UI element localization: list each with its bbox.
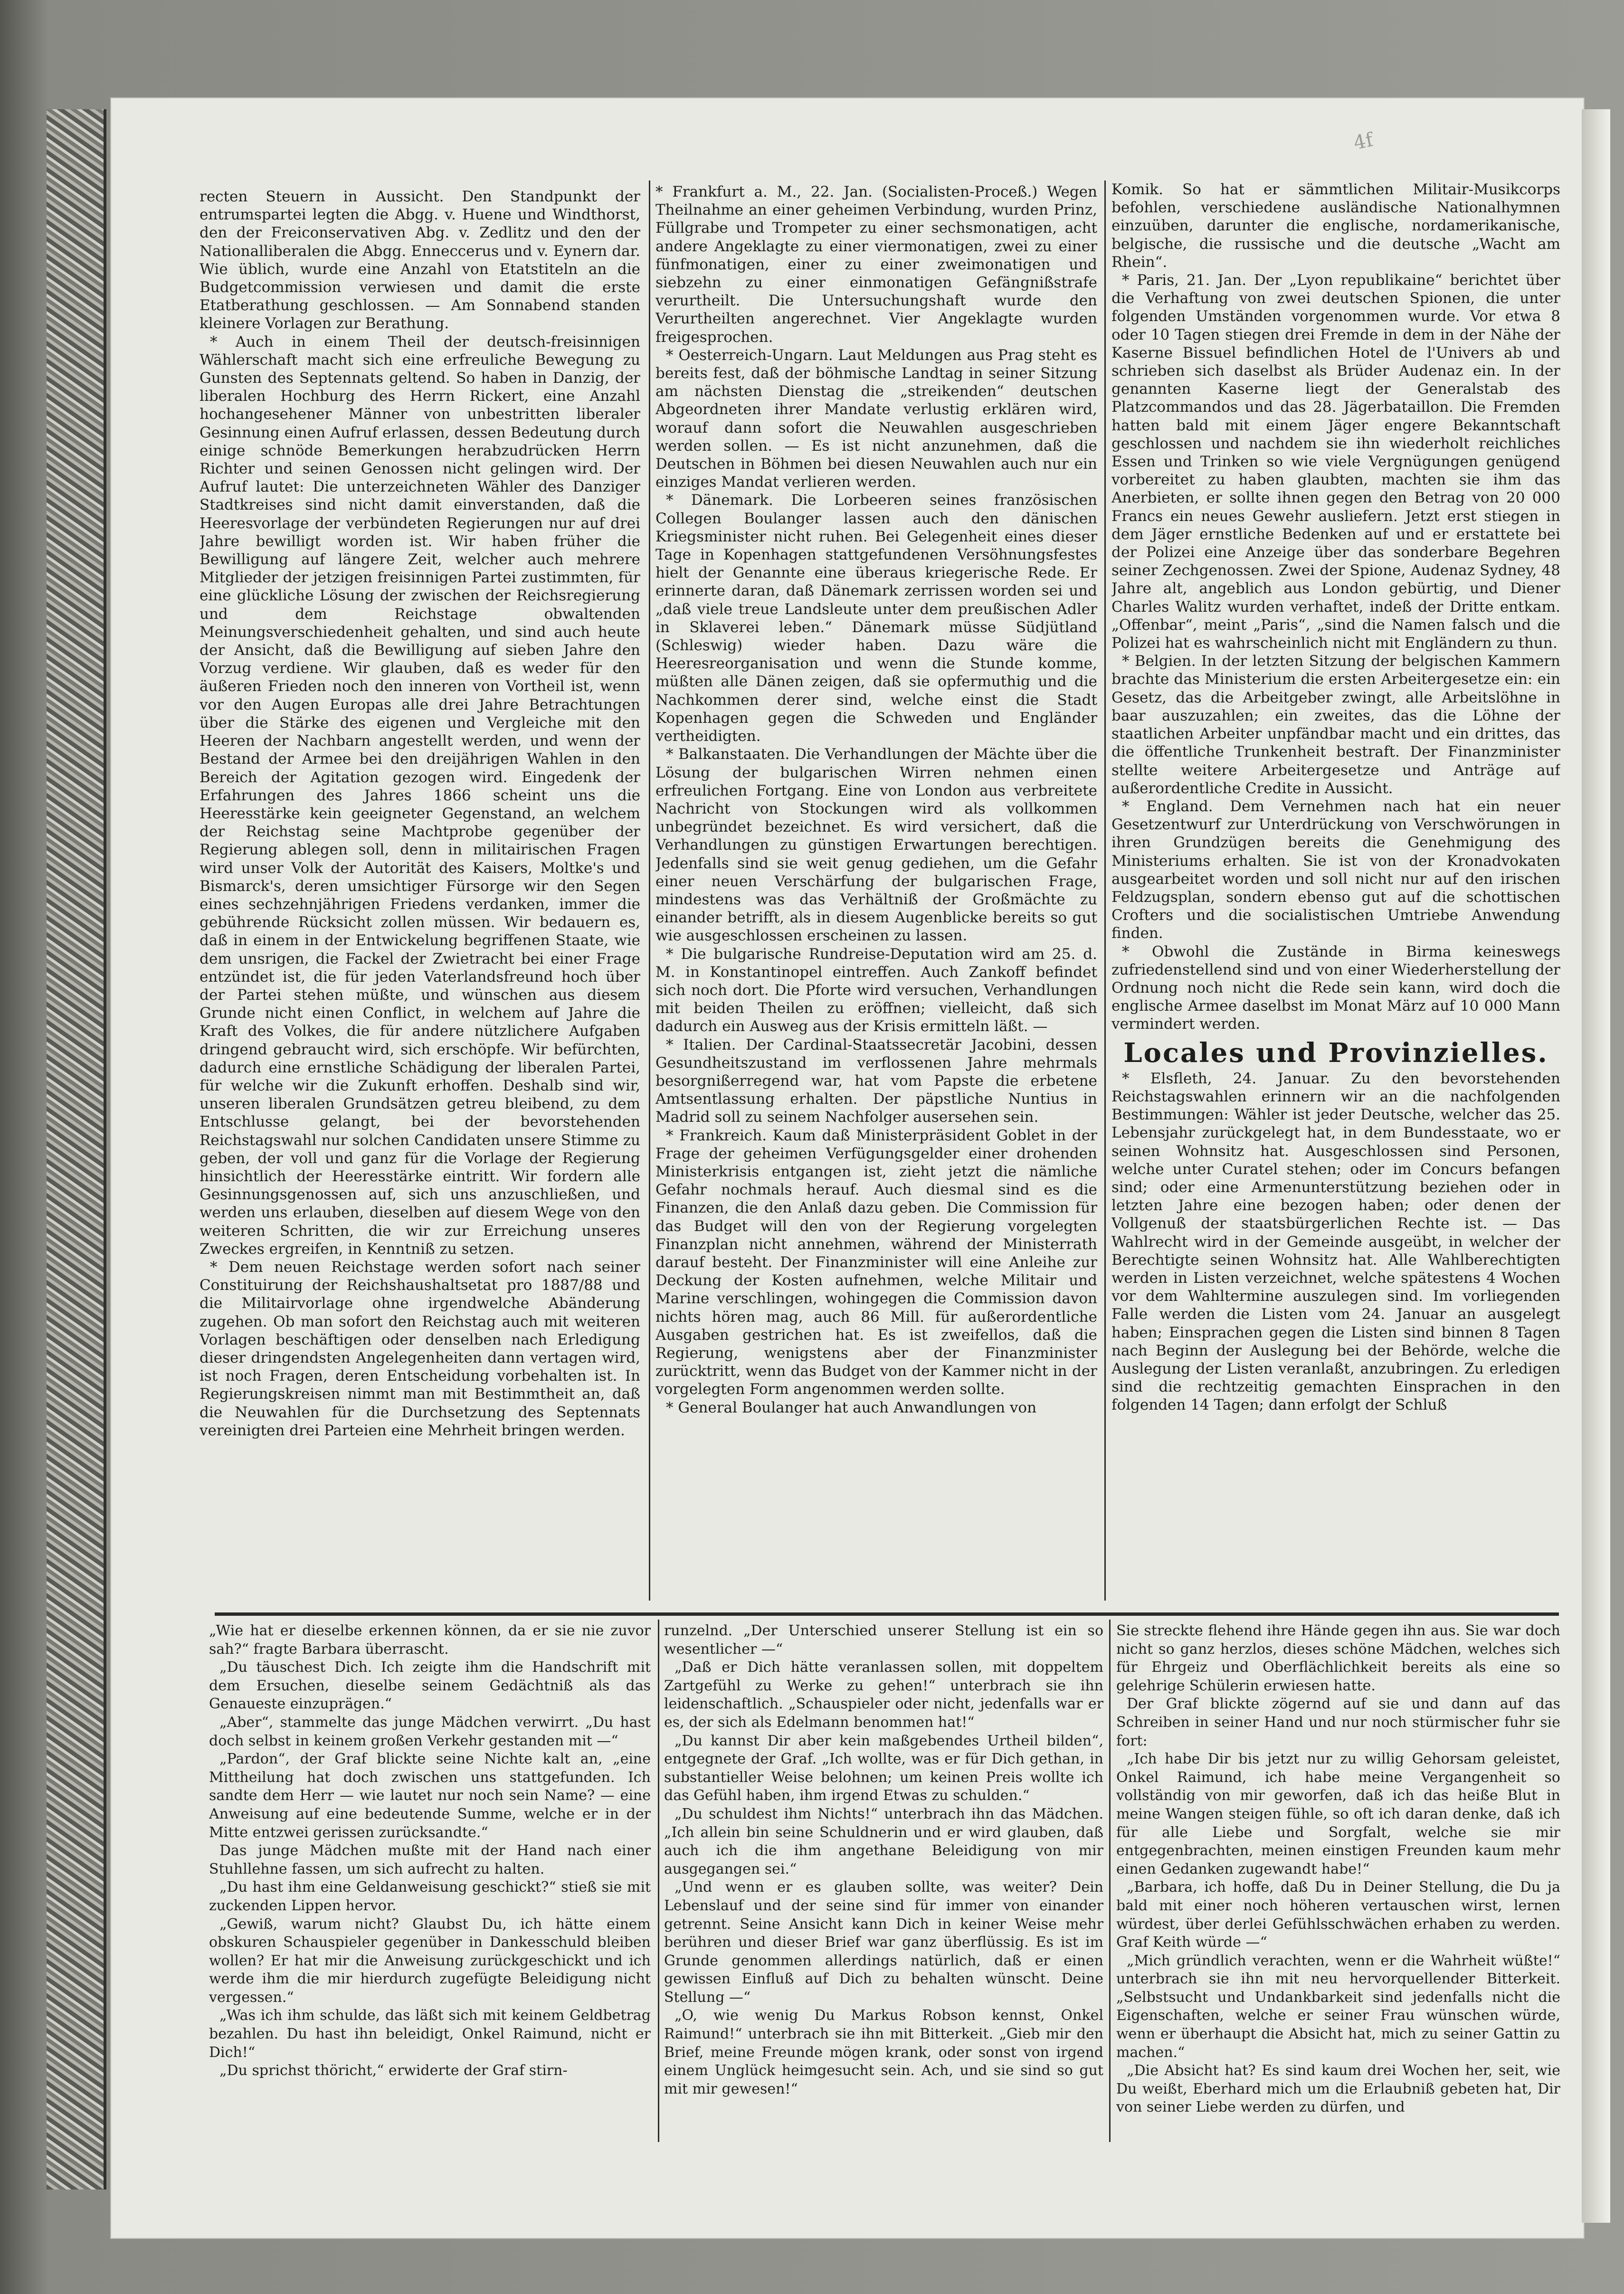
text-paragraph: „Wie hat er dieselbe erkennen können, da er sie nie zuvor sah?“ fragte Barbara überrascht. — [209, 1622, 651, 1658]
text-paragraph: Der Graf blickte zögernd auf sie und dann auf das Schreiben in seiner Hand und nur noch stürmischer fuhr sie fort: — [1116, 1696, 1560, 1749]
marbled-book-edge — [47, 109, 106, 2190]
text-paragraph: „Aber“, stammelte das junge Mädchen verwirrt. „Du hast doch selbst in keinem großen Verkehr gestanden mit —“ — [209, 1714, 651, 1749]
text-paragraph: „Was ich ihm schulde, das läßt sich mit keinem Geldbetrag bezahlen. Du hast ihn beleidigt, Onkel Raimund, nicht er Dich!“ — [209, 2007, 651, 2061]
text-paragraph: * Italien. Der Cardinal-Staatssecretär Jacobini, dessen Gesundheitszustand im verflossenen Jahre mehrmals besorgnißerregend war, hat vom Papste die erbetene Amtsentlassung erhalten. Der päpstliche Nuntius in Madrid soll zu seinem Nachfolger ausersehen sein. — [655, 1036, 1097, 1126]
text-paragraph: * Elsfleth, 24. Januar. Zu den bevorstehenden Reichstagswahlen erinnern wir an die nachfolgenden Bestimmungen: Wähler ist jeder Deutsche, welcher das 25. Lebensjahr zurückgelegt hat, in dem Bundesstaate, wo er seinen Wohnsitz hat. Ausgeschlossen sind Personen, welche unter Curatel stehen; oder im Concurs befangen sind; oder eine Armenunterstützung beziehen oder in letzten Jahre eine bezogen haben; oder denen der Vollgenuß der staatsbürgerlichen Rechte ist. — Das Wahlrecht wird in der Gemeinde ausgeübt, in welcher der Berechtigte seinen Wohnsitz hat. Alle Wahlberechtigten werden in Listen verzeichnet, welche spätestens 4 Wochen vor dem Wahltermine auszulegen sind. Im vorliegenden Falle werden die Listen vom 24. Januar an ausgelegt haben; Einsprachen gegen die Listen sind binnen 8 Tagen nach Beginn der Auslegung bei der Behörde, welche die Auslegung der Listen veranlaßt, anzubringen. Zu erledigen sind die rechtzeitig gemachten Einsprachen in den folgenden 14 Tagen; dann erfolgt der Schluß — [1111, 1070, 1560, 1414]
text-paragraph: * Frankfurt a. M., 22. Jan. (Socialisten-Proceß.) Wegen Theilnahme an einer geheimen Verbindung, wurden Prinz, Füllgrabe und Trompeter zu einer sechsmonatigen, acht andere Angeklagte zu einer viermonatigen, zwei zu einer fünfmonatigen, einer zu einer zweimonatigen und siebzehn zu einer einmonatigen Gefängnißstrafe verurtheilt. Die Untersuchungshaft wurde den Verurtheilten angerechnet. Vier Angeklagte wurden freigesprochen. — [655, 183, 1097, 346]
article-column-2 — [655, 183, 1097, 1603]
text-paragraph: * Balkanstaaten. Die Verhandlungen der Mächte über die Lösung der bulgarischen Wirren nehmen einen erfreulichen Fortgang. Eine von London aus verbreitete Nachricht von Stockungen wird als vollkommen unbegründet bezeichnet. Es wird versichert, daß die Verhandlungen zu günstigen Erwartungen berechtigen. Jedenfalls sind sie weit genug gediehen, um die Gefahr einer neuen Verschärfung der bulgarischen Frage, mindestens was das Verhältniß der Großmächte zu einander betrifft, als in diesem Augenblicke bereits so gut wie ausgeschlossen erscheinen zu lassen. — [655, 746, 1097, 945]
text-paragraph: „Du schuldest ihm Nichts!“ unterbrach ihn das Mädchen. „Ich allein bin seine Schuldnerin und er wird glauben, daß auch ich die ihm angethane Beleidigung von mir ausgegangen sei.“ — [664, 1805, 1103, 1877]
text-paragraph: * Dem neuen Reichstage werden sofort nach seiner Constituirung der Reichshaushaltsetat pro 1887/88 und die Militairvorlage ohne irgendwelche Abänderung zugehen. Ob man sofort den Reichstag auch mit weiteren Vorlagen beschäftigen oder denselben nach Erledigung dieser dringendsten Angelegenheiten dann vertagen wird, ist noch Fragen, deren Entscheidung vorbehalten ist. In Regierungskreisen nimmt man mit Bestimmtheit an, daß die Neuwahlen für die Durchsetzung des Septennats vereinigten drei Parteien eine Mehrheit bringen werden. — [199, 1258, 640, 1439]
column-divider — [658, 1620, 659, 2142]
text-paragraph: * England. Dem Vernehmen nach hat ein neuer Gesetzentwurf zur Unterdrückung von Verschwörungen in ihren Grundzügen bereits die Genehmigung des Ministeriums erhalten. Sie ist von der Kronadvokaten ausgearbeitet worden und soll nicht nur auf den irischen Feldzugsplan, sondern ebenso gut auf die schottischen Crofters und die socialistischen Umtriebe Anwendung finden. — [1111, 797, 1560, 942]
text-paragraph: „Mich gründlich verachten, wenn er die Wahrheit wüßte!“ unterbrach sie ihn mit neu hervorquellender Bitterkeit. „Selbstsucht und Undankbarkeit sind jedenfalls nicht die Eigenschaften, welche er seiner Frau wünschen würde, wenn er überhaupt die Absicht hat, mich zu seiner Gattin zu machen.“ — [1116, 1952, 1560, 2061]
feuilleton-column-3 — [1116, 1622, 1560, 2144]
feuilleton-column-2 — [664, 1622, 1103, 2144]
text-paragraph: „Du täuschest Dich. Ich zeigte ihm die Handschrift mit dem Ersuchen, dieselbe seinem Gedächtniß als das Genaueste einzuprägen.“ — [209, 1659, 651, 1713]
text-paragraph: Komik. So hat er sämmtlichen Militair-Musikcorps befohlen, verschiedene ausländische Nationalhymnen einzuüben, darunter die englische, nordamerikanische, belgische, die russische und die deutsche „Wacht am Rhein“. — [1111, 181, 1560, 271]
text-paragraph: „Und wenn er es glauben sollte, was weiter? Dein Lebenslauf und der seine sind für immer von einander getrennt. Seine Ansicht kann Dich in keiner Weise mehr berühren und dieser Brief war ganz überflüssig. Es ist im Grunde genommen allerdings natürlich, daß er einen gewissen Einfluß auf Dich zu behalten wünscht. Deine Stellung —“ — [664, 1879, 1103, 2006]
text-paragraph: * Paris, 21. Jan. Der „Lyon republikaine“ berichtet über die Verhaftung von zwei deutschen Spionen, die unter folgenden Umständen vorgenommen wurde. Vor etwa 8 oder 10 Tagen stiegen drei Fremde in dem in der Nähe der Kaserne Bissuel befindlichen Hotel de l'Univers ab und schrieben sich daselbst als Brüder Audenaz ein. In der genannten Kaserne liegt der Generalstab des Platzcommandos und das 28. Jägerbataillon. Die Fremden hatten bald mit einem Jäger engere Bekanntschaft geschlossen und nachdem sie ihn wiederholt reichliches Essen und Trinken so wie viele Vergnügungen genügend vorbereitet zu haben glaubten, machten sie ihm das Anerbieten, er sollte ihnen gegen den Betrag von 20 000 Francs ein neues Gewehr ausliefern. Jetzt erst stiegen in dem Jäger ernstliche Bedenken auf und er erstattete bei der Polizei eine Anzeige über das sonderbare Begehren seiner Zechgenossen. Zwei der Spione, Audenaz Sydney, 48 Jahre alt, angeblich aus London gebürtig, und Diener Charles Walitz wurden verhaftet, indeß der Dritte entkam. „Offenbar“, meint „Paris“, „sind die Namen falsch und die Polizei hat es wahrscheinlich nicht mit Engländern zu thun. — [1111, 272, 1560, 652]
text-paragraph: Das junge Mädchen mußte mit der Hand nach einer Stuhllehne fassen, um sich aufrecht zu halten. — [209, 1842, 651, 1877]
text-paragraph: recten Steuern in Aussicht. Den Standpunkt der entrumspartei legten die Abgg. v. Huene und Windthorst, den der Freiconservativen Abg. v. Zedlitz und den der Nationalliberalen die Abgg. Enneccerus und v. Eynern dar. Wie üblich, wurde eine Anzahl von Etatstiteln an die Budgetcommission verwiesen und damit die erste Etatberathung geschlossen. — Am Sonnabend standen kleinere Vorlagen zur Berathung. — [199, 188, 640, 332]
text-paragraph: * Die bulgarische Rundreise-Deputation wird am 25. d. M. in Konstantinopel eintreffen. Auch Zankoff befindet sich noch dort. Die Pforte wird versuchen, Verhandlungen mit beiden Theilen zu eröffnen; vielleicht, daß sich dadurch ein Ausweg aus der Krisis ermitteln läßt. — — [655, 945, 1097, 1035]
text-paragraph: „Gewiß, warum nicht? Glaubst Du, ich hätte einem obskuren Schauspieler gegenüber in Dankesschuld bleiben wollen? Er hat mir die Anweisung zurückgeschickt und ich werde ihm die mir hierdurch zugefügte Beleidigung nicht vergessen.“ — [209, 1915, 651, 2006]
text-paragraph: „Du hast ihm eine Geldanweisung geschickt?“ stieß sie mit zuckenden Lippen hervor. — [209, 1879, 651, 1914]
text-paragraph: „Ich habe Dir bis jetzt nur zu willig Gehorsam geleistet, Onkel Raimund, ich habe meine Vergangenheit so vollständig von mir geworfen, daß ich das heiße Blut in meine Wangen steigen fühle, so oft ich daran denke, daß ich für alle Liebe und Sorgfalt, welche sie mir entgegenbrachten, meinen einstigen Freunden kaum mehr einen Gedanken zugewandt habe!“ — [1116, 1751, 1560, 1877]
text-paragraph: „Die Absicht hat? Es sind kaum drei Wochen her, seit, wie Du weißt, Eberhard mich um die Erlaubniß gebeten hat, Dir von seiner Liebe werden zu dürfen, und — [1116, 2062, 1560, 2116]
text-paragraph: „Daß er Dich hätte veranlassen sollen, mit doppeltem Zartgefühl zu Werke zu gehen!“ unterbrach sie ihn leidenschaftlich. „Schauspieler oder nicht, jedenfalls war er es, der sich als Edelmann benommen hat!“ — [664, 1659, 1103, 1731]
article-column-3 — [1111, 180, 1560, 1605]
pencil-mark: 4f — [1351, 129, 1375, 154]
text-paragraph: runzelnd. „Der Unterschied unserer Stellung ist ein so wesentlicher —“ — [664, 1622, 1103, 1658]
text-paragraph: * Oesterreich-Ungarn. Laut Meldungen aus Prag steht es bereits fest, daß der böhmische Landtag in seiner Sitzung am nächsten Dienstag die „streikenden“ deutschen Abgeordneten ihrer Mandate verlustig erklären wird, worauf dann sofort die Neuwahlen ausgeschrieben werden sollen. — Es ist nicht anzunehmen, daß die Deutschen in Böhmen bei diesen Neuwahlen auch nur ein einziges Mandat verlieren werden. — [655, 346, 1097, 491]
section-heading: Locales und Provinzielles. — [1123, 1037, 1548, 1069]
article-column-1 — [199, 188, 640, 1608]
column-divider — [1109, 1620, 1111, 2142]
text-paragraph: * Auch in einem Theil der deutsch-freisinnigen Wählerschaft macht sich eine erfreuliche Bewegung zu Gunsten des Septennats geltend. So haben in Danzig, der liberalen Hochburg des Herrn Rickert, eine Anzahl hochangesehener Männer von unbestritten liberaler Gesinnung einen Aufruf erlassen, dessen Bedeutung durch einige schnöde Bemerkungen herabzudrücken Herrn Richter und seinen Genossen nicht gelingen wird. Der Aufruf lautet: Die unterzeichneten Wähler des Danziger Stadtkreises sind nicht damit einverstanden, daß die Heeresvorlage der verbündeten Regierungen nur auf drei Jahre bewilligt worden ist. Wir haben früher die Bewilligung auf längere Zeit, welcher auch mehrere Mitglieder der jetzigen freisinnigen Partei zustimmten, für eine glückliche Lösung der zwischen der Reichsregierung und dem Reichstage obwaltenden Meinungsverschiedenheit gehalten, und sind auch heute der Ansicht, daß die Bewilligung auf sieben Jahre den Vorzug verdiene. Wir glauben, daß es weder für den äußeren Frieden noch den inneren von Vortheil ist, wenn vor den Augen Europas alle drei Jahre Betrachtungen über die Stärke des eigenen und Vergleiche mit den Heeren der Nachbarn angestellt werden, und wenn der Bestand der Armee bei den dreijährigen Wahlen in den Bereich der Agitation gezogen wird. Eingedenk der Erfahrungen des Jahres 1866 scheint uns die Heeresstärke kein geeigneter Gegenstand, an welchem der Reichstag seine Machtprobe gegenüber der Regierung ablegen soll, denn in militairischen Fragen wird unser Volk der Autorität des Kaisers, Moltke's und Bismarck's, deren umsichtiger Fürsorge wir den Segen eines sechzehnjährigen Friedens verdanken, immer die gebührende Rücksicht zollen müssen. Wir bedauern es, daß in einem in der Entwickelung begriffenen Staate, wie dem unsrigen, die Fackel der Zwietracht bei einer Frage entzündet ist, die für jeden Vaterlandsfreund hoch über der Partei stehen müßte, und wünschen aus diesem Grunde nicht einen Conflict, in welchem auf Jahre die Kraft des Volkes, die für andere nützlichere Aufgaben dringend gebraucht wird, sich erschöpfe. Wir befürchten, dadurch eine ernstliche Schädigung der liberalen Partei, für welche wir die Zukunft erhoffen. Deshalb sind wir, unseren liberalen Grundsätzen getreu bleibend, zu dem Entschlusse gelangt, bei der bevorstehenden Reichstagswahl nur solchen Candidaten unsere Stimme zu geben, der voll und ganz für die Vorlage der Regierung hinsichtlich der Heeresstärke eintritt. Wir fordern alle Gesinnungsgenossen auf, sich uns anzuschließen, und werden uns erlauben, dieselben auf diesem Wege von den weiteren Schritten, die wir zur Erreichung unseres Zweckes ergreifen, in Kenntniß zu setzen. — [199, 333, 640, 1258]
text-paragraph: „Pardon“, der Graf blickte seine Nichte kalt an, „eine Mittheilung hat doch zwischen uns stattgefunden. Ich sandte dem Herr — wie lautet nur noch sein Name? — eine Anweisung auf eine bedeutende Summe, welche er in der Mitte entzwei gerissen zurücksandte.“ — [209, 1751, 651, 1841]
text-paragraph: „Barbara, ich hoffe, daß Du in Deiner Stellung, die Du ja bald mit einer noch höheren vertauschen wirst, lernen würdest, über derlei Gefühlsschwächen erhaben zu werden. Graf Keith würde —“ — [1116, 1879, 1560, 1951]
page-right-edge — [1582, 109, 1610, 2223]
text-paragraph: „Du kannst Dir aber kein maßgebendes Urtheil bilden“, entgegnete der Graf. „Ich wollte, was er für Dich gethan, in substantieller Weise belohnen; um keinen Preis wollte ich das Gefühl haben, ihm irgend Etwas zu schulden.“ — [664, 1732, 1103, 1804]
text-paragraph: * Dänemark. Die Lorbeeren seines französischen Collegen Boulanger lassen auch den dänischen Kriegsminister nicht ruhen. Bei Gelegenheit eines dieser Tage in Kopenhagen stattgefundenen Versöhnungsfestes hielt der Genannte eine überaus kriegerische Rede. Er erinnerte daran, daß Dänemark zerrissen worden sei und „daß viele treue Landsleute unter dem preußischen Adler in Sklaverei leben.“ Dänemark müsse Südjütland (Schleswig) wieder haben. Dazu wäre die Heeresreorganisation und wenn die Stunde komme, müßten alle Dänen zeigen, daß sie opfermuthig und die Nachkommen derer sind, welche einst die Stadt Kopenhagen gegen die Schweden und Engländer vertheidigten. — [655, 492, 1097, 745]
text-paragraph: „O, wie wenig Du Markus Robson kennst, Onkel Raimund!“ unterbrach sie ihn mit Bitterkeit. „Gieb mir den Brief, meine Freunde mögen krank, oder sonst von irgend einem Unglück heimgesucht sein. Ach, und sie sind so gut mit mir gewesen!“ — [664, 2007, 1103, 2097]
text-paragraph: * Frankreich. Kaum daß Ministerpräsident Goblet in der Frage der geheimen Verfügungsgelder einer drohenden Ministerkrisis entgangen ist, zieht jetzt die nämliche Gefahr nochmals herauf. Auch diesmal sind es die Finanzen, die den Anlaß dazu geben. Die Commission für das Budget will den von der Regierung vorgelegten Finanzplan nicht annehmen, während der Ministerrath darauf besteht. Der Finanzminister will eine Anleihe zur Deckung der Kosten aufnehmen, welche Militair und Marine verschlingen, wohingegen die Commission davon nichts hören mag, auch 86 Mill. für außerordentliche Ausgaben gestrichen hat. Es ist zweifellos, daß die Regierung, wenigstens aber der Finanzminister zurücktritt, wenn das Budget von der Kammer nicht in der vorgelegten Form angenommen werden sollte. — [655, 1127, 1097, 1398]
text-paragraph: * Belgien. In der letzten Sitzung der belgischen Kammern brachte das Ministerium die ersten Arbeitergesetze ein: ein Gesetz, das die Arbeitgeber zwingt, alle Arbeitslöhne in baar auszuzahlen; ein zweites, das die Löhne der staatlichen Arbeiter unpfändbar macht und ein drittes, das die öffentliche Trunkenheit bestraft. Der Finanzminister stellte weitere Arbeitergesetze und Anträge auf außerordentliche Credite in Aussicht. — [1111, 653, 1560, 797]
feuilleton-column-1 — [209, 1622, 651, 2144]
text-paragraph: * General Boulanger hat auch Anwandlungen von — [666, 1399, 1037, 1416]
text-paragraph: „Du sprichst thöricht,“ erwiderte der Graf stirn- — [219, 2062, 568, 2079]
text-paragraph: * Obwohl die Zustände in Birma keineswegs zufriedenstellend sind und von einer Wiederherstellung der Ordnung noch nicht die Rede sein kann, wird doch die englische Armee daselbst im Monat März auf 10 000 Mann vermindert werden. — [1111, 943, 1560, 1033]
text-paragraph: Sie streckte flehend ihre Hände gegen ihn aus. Sie war doch nicht so ganz herzlos, dieses schöne Mädchen, welches sich für Ehrgeiz und Oberflächlichkeit bereits als eine so gelehrige Schülerin erwiesen hatte. — [1116, 1622, 1560, 1694]
column-divider — [649, 180, 650, 1601]
column-divider — [1104, 180, 1106, 1601]
feuilleton-divider — [215, 1612, 1559, 1616]
